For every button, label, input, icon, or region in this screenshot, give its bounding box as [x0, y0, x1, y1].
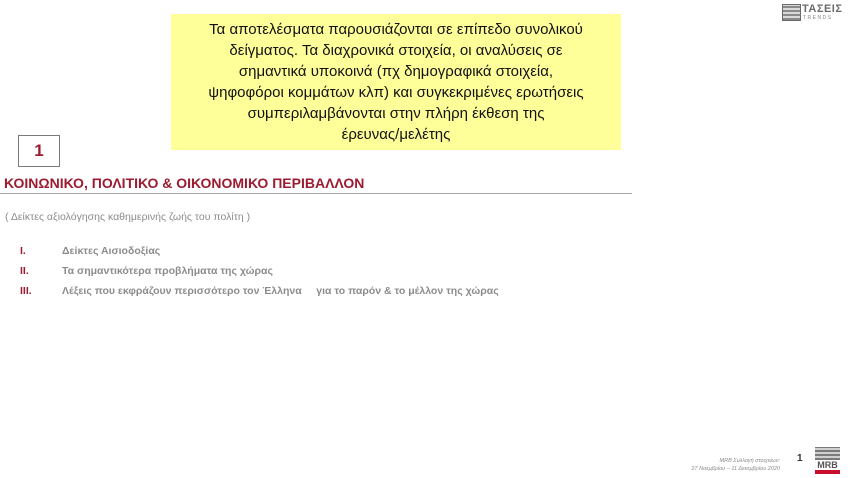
mrb-logo-bar — [815, 470, 840, 474]
taseis-logo-mark-icon — [782, 4, 801, 21]
section-divider — [0, 193, 632, 194]
page-number: 1 — [797, 453, 803, 464]
section-subtitle: ( Δείκτες αξιολόγησης καθημερινής ζωής του πολίτη ) — [5, 211, 251, 223]
section-number-box — [18, 135, 60, 167]
note-line: έρευνας/μελέτης — [341, 126, 451, 143]
list-item-text: Τα σημαντικότερα προβλήματα της χώρας — [62, 265, 273, 277]
list-item-text: Δείκτες Αισιοδοξίας — [62, 245, 161, 257]
list-item-number: III. — [20, 285, 32, 297]
list-item-number: II. — [20, 265, 29, 277]
mrb-logo-mark-icon — [815, 447, 840, 460]
taseis-logo — [782, 3, 844, 23]
note-line: δείγματος. Τα διαχρονικά στοιχεία, οι αναλύσεις σε — [229, 42, 563, 59]
note-line: ψηφοφόροι κομμάτων κλπ) και συγκεκριμένες ερωτήσεις — [208, 84, 584, 101]
footer-source-line: MRB Συλλογή στοιχείων: — [719, 458, 780, 464]
mrb-logo — [815, 447, 840, 475]
footer-date-line: 27 Νοεμβρίου – 11 Δεκεμβρίου 2020 — [691, 466, 780, 472]
section-number: 1 — [34, 141, 44, 160]
section-title: ΚΟΙΝΩΝΙΚΟ, ΠΟΛΙΤΙΚΟ & ΟΙΚΟΝΟΜΙΚΟ ΠΕΡΙΒΑΛΛΟΝ — [4, 175, 365, 191]
list-item-text: Λέξεις που εκφράζουν περισσότερο τον Έλληνα για το παρόν & το μέλλον της χώρας — [62, 285, 499, 297]
note-line: συμπεριλαμβάνονται στην πλήρη έκθεση της — [247, 105, 545, 122]
note-line: σημαντικά υποκοινά (πχ δημογραφικά στοιχεία, — [238, 63, 554, 80]
info-note-box — [171, 14, 621, 150]
list-item-number: I. — [20, 245, 26, 257]
note-line: Τα αποτελέσματα παρουσιάζονται σε επίπεδο συνολικού — [209, 21, 583, 38]
info-note-text — [208, 19, 583, 145]
taseis-logo-name: ΤΑΣΕΙΣ — [802, 3, 843, 15]
footer-source-note — [692, 457, 781, 473]
mrb-logo-name: MRB — [817, 460, 838, 470]
taseis-logo-sub: TRENDS — [803, 15, 833, 21]
